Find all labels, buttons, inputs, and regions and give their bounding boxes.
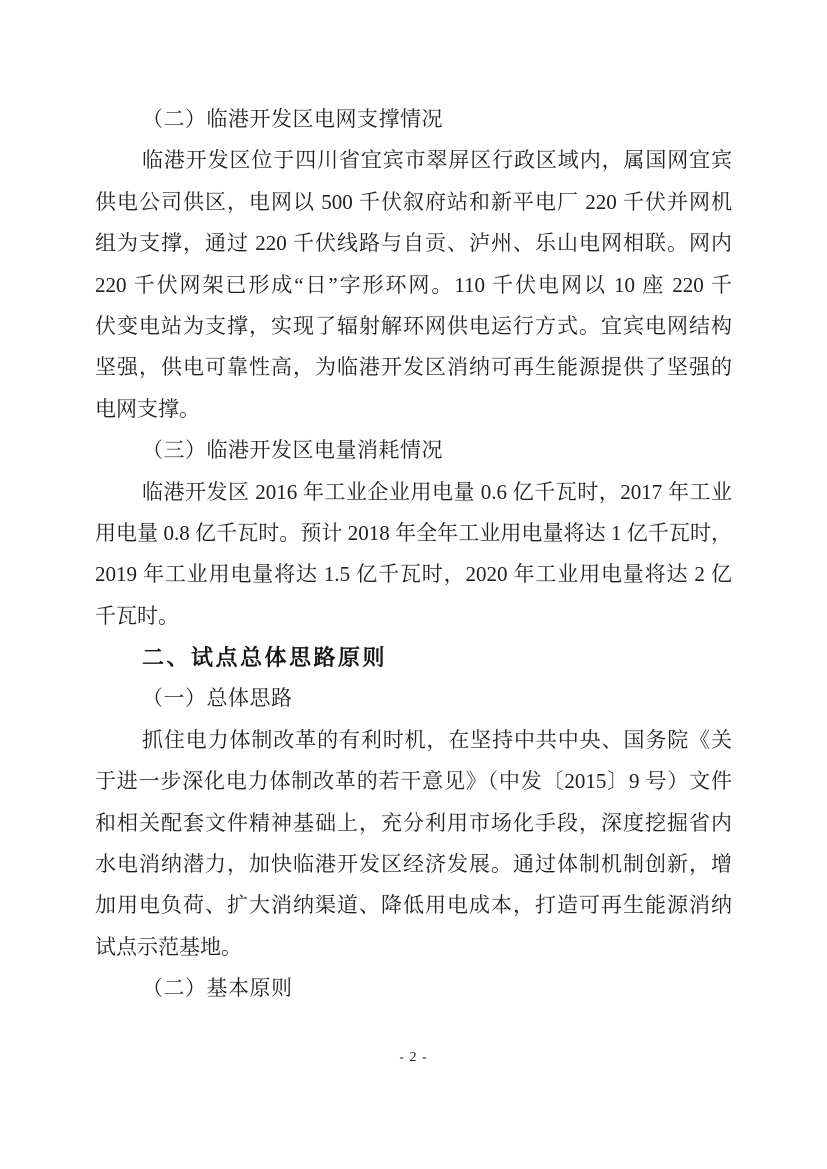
paragraph-line: 和相关配套文件精神基础上，充分利用市场化手段，深度挖掘省内 xyxy=(95,810,732,835)
paragraph-line: 加用电负荷、扩大消纳渠道、降低用电成本，打造可再生能源消纳 xyxy=(95,893,732,918)
paragraph-line: 坚强，供电可靠性高，为临港开发区消纳可再生能源提供了坚强的 xyxy=(95,355,732,380)
page-number: - 2 - xyxy=(399,1050,428,1065)
paragraph-line: 供电公司供区，电网以 500 千伏叙府站和新平电厂 220 千伏并网机 xyxy=(95,189,732,214)
paragraph-line: 水电消纳潜力，加快临港开发区经济发展。通过体制机制创新，增 xyxy=(95,852,732,877)
paragraph-line: 抓住电力体制改革的有利时机，在坚持中共中央、国务院《关 xyxy=(142,727,732,752)
paragraph-line: 电网支撑。 xyxy=(95,396,200,421)
paragraph-line: 临港开发区 2016 年工业企业用电量 0.6 亿千瓦时，2017 年工业 xyxy=(142,479,732,504)
paragraph-line: 220 千伏网架已形成“日”字形环网。110 千伏电网以 10 座 220 千 xyxy=(95,272,732,297)
document-body xyxy=(95,99,732,1010)
paragraph-line: 用电量 0.8 亿千瓦时。预计 2018 年全年工业用电量将达 1 亿千瓦时， xyxy=(95,520,732,545)
paragraph-line: 2019 年工业用电量将达 1.5 亿千瓦时，2020 年工业用电量将达 2 亿 xyxy=(95,562,732,587)
paragraph-line: 于进一步深化电力体制改革的若干意见》（中发〔2015〕9 号）文件 xyxy=(95,769,732,794)
section-heading: （一）总体思路 xyxy=(142,686,293,711)
paragraph-line: 试点示范基地。 xyxy=(95,934,242,959)
paragraph-line: 伏变电站为支撑，实现了辐射解环网供电运行方式。宜宾电网结构 xyxy=(95,313,732,338)
paragraph-line: 千瓦时。 xyxy=(95,603,179,628)
chapter-heading: 二、试点总体思路原则 xyxy=(142,645,388,671)
paragraph-line: 临港开发区位于四川省宜宾市翠屏区行政区域内，属国网宜宾 xyxy=(142,148,732,173)
section-heading: （三）临港开发区电量消耗情况 xyxy=(142,438,443,463)
paragraph-line: 组为支撑，通过 220 千伏线路与自贡、泸州、乐山电网相联。网内 xyxy=(95,231,732,256)
section-heading: （二）基本原则 xyxy=(142,976,293,1001)
section-heading: （二）临港开发区电网支撑情况 xyxy=(142,107,443,131)
